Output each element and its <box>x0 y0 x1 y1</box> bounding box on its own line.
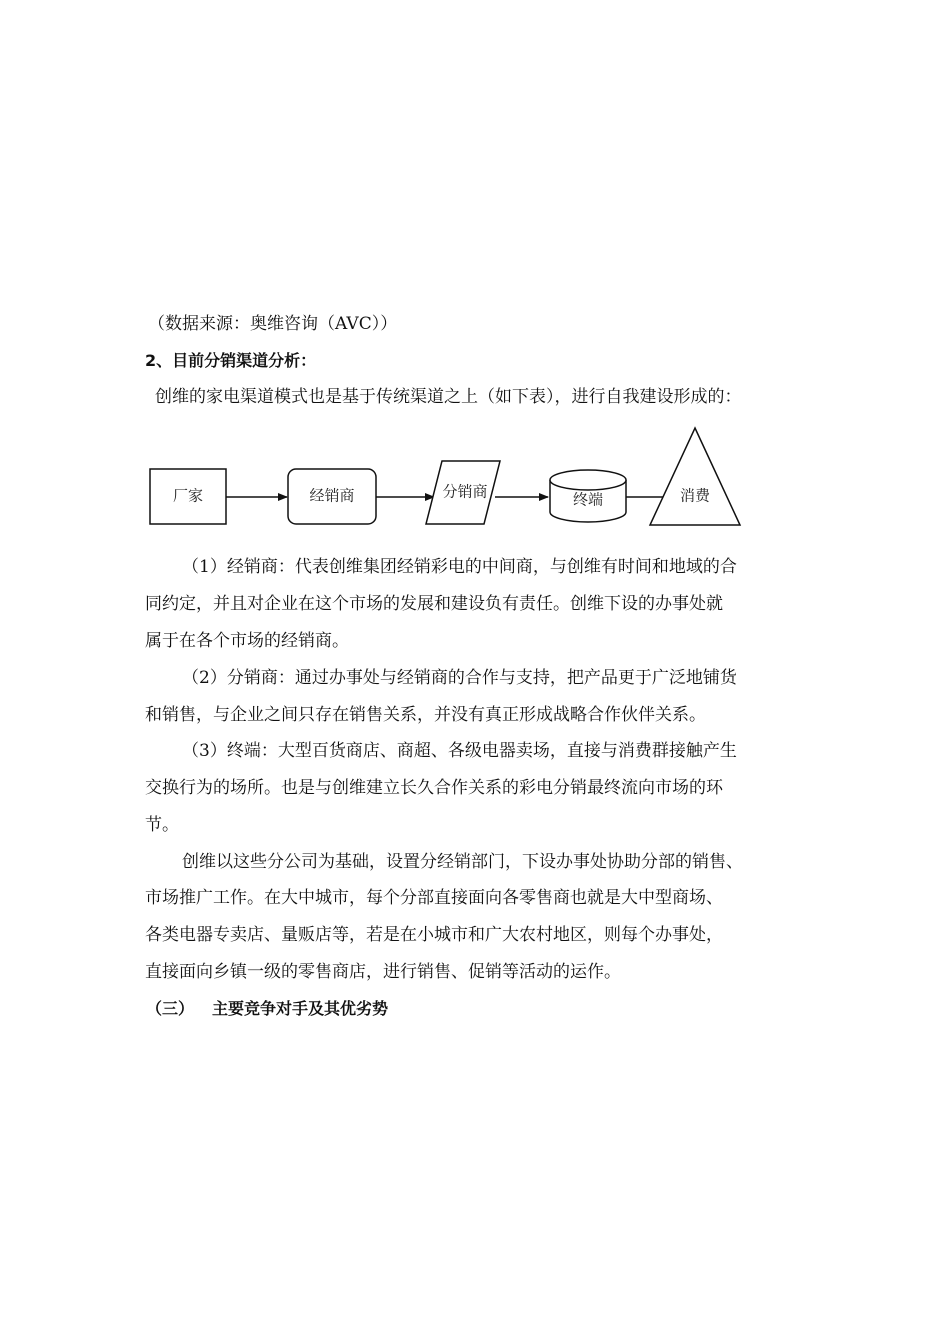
paragraph-distributor-line: 和销售，与企业之间只存在销售关系，并没有真正形成战略合作伙伴关系。 <box>145 705 706 725</box>
section-number: （三） <box>146 999 195 1018</box>
flow-node-terminal <box>550 470 626 522</box>
flow-node-label: 经销商 <box>309 486 355 505</box>
paragraph-dealer-line: 同约定，并且对企业在这个市场的发展和建设负有责任。创维下设的办事处就 <box>145 594 723 614</box>
flow-node-dealer <box>288 469 376 524</box>
channel-flow-diagram <box>140 420 750 532</box>
flow-node-label: 终端 <box>572 490 604 509</box>
section-heading-competitors <box>146 998 388 1020</box>
paragraph-branches-line: 创维以这些分公司为基础，设置分经销部门，下设办事处协助分部的销售、 <box>182 852 743 872</box>
paragraph-terminal-line: 节。 <box>145 815 179 835</box>
section-title: 主要竞争对手及其优劣势 <box>212 999 389 1018</box>
intro-paragraph: 创维的家电渠道模式也是基于传统渠道之上（如下表），进行自我建设形成的： <box>155 387 742 407</box>
source-note: （数据来源：奥维咨询（AVC）） <box>148 314 398 334</box>
paragraph-branches-line: 市场推广工作。在大中城市，每个分部直接面向各零售商也就是大中型商场、 <box>145 888 723 908</box>
flow-node-label: 消费 <box>679 486 711 505</box>
flow-node-manufacturer <box>150 469 226 524</box>
paragraph-branches-line: 直接面向乡镇一级的零售商店，进行销售、促销等活动的运作。 <box>145 962 621 982</box>
paragraph-dealer-line: （1）经销商：代表创维集团经销彩电的中间商，与创维有时间和地域的合 <box>182 557 737 577</box>
flow-node-distributor <box>426 461 500 524</box>
paragraph-distributor-line: （2）分销商：通过办事处与经销商的合作与支持，把产品更于广泛地铺货 <box>182 668 737 688</box>
flow-node-label: 厂家 <box>172 486 204 505</box>
flow-node-label: 分销商 <box>442 482 488 501</box>
paragraph-branches-line: 各类电器专卖店、量贩店等，若是在小城市和广大农村地区，则每个办事处， <box>145 925 723 945</box>
flow-node-consumer <box>650 428 740 525</box>
paragraph-terminal-line: 交换行为的场所。也是与创维建立长久合作关系的彩电分销最终流向市场的环 <box>145 778 723 798</box>
paragraph-terminal-line: （3）终端：大型百货商店、商超、各级电器卖场，直接与消费群接触产生 <box>182 741 737 761</box>
paragraph-dealer-line: 属于在各个市场的经销商。 <box>145 631 349 651</box>
section-heading-distribution: 2、目前分销渠道分析： <box>145 351 317 370</box>
